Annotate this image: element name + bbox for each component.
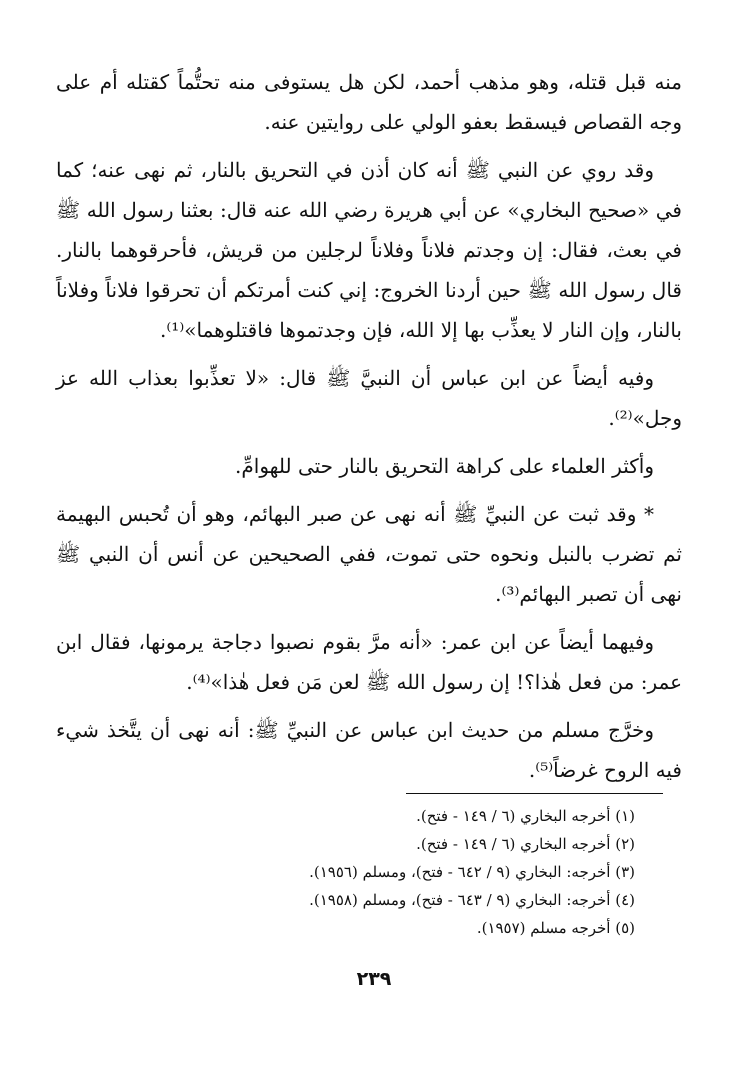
- footnote-4: (٤) أخرجه: البخاري (٩ / ٦٤٣ - فتح)، ومسلم (١٩٥٨).: [309, 891, 635, 909]
- footnote-1: (١) أخرجه البخاري (٦ / ١٤٩ - فتح).: [416, 807, 635, 825]
- page-number: ٢٣٩: [356, 968, 392, 990]
- paragraph-continuation: منه قبل قتله، وهو مذهب أحمد، لكن هل يستوفى منه تحتُّماً كقتله أم على وجه القصاص فيسقط بعفو الولي على روايتين عنه.: [56, 70, 682, 134]
- footnotes: [115, 802, 635, 942]
- paragraph-animal-confinement: * وقد ثبت عن النبيِّ ﷺ أنه نهى عن صبر البهائم، وهو أن تُحبس البهيمة ثم تضرب بالنبل ونحوه حتى تموت، ففي الصحيحين عن أنس أن النبي ﷺ نهى أن تصبر البهائم⁽³⁾.: [56, 502, 682, 606]
- footnote-3: (٣) أخرجه: البخاري (٩ / ٦٤٢ - فتح)، ومسلم (١٩٥٦).: [309, 863, 635, 881]
- paragraph-ibn-umar: وفيهما أيضاً عن ابن عمر: «أنه مرَّ بقوم نصبوا دجاجة يرمونها، فقال ابن عمر: من فعل هٰذا؟! إن رسول الله ﷺ لعن مَن فعل هٰذا»⁽⁴⁾.: [56, 630, 682, 694]
- footnote-divider: [406, 793, 663, 794]
- main-text: [56, 62, 682, 790]
- paragraph-muslim-hadith: وخرَّج مسلم من حديث ابن عباس عن النبيِّ ﷺ: أنه نهى أن يتَّخذ شيء فيه الروح غرضاً⁽⁵⁾.: [56, 718, 682, 782]
- footnote-5: (٥) أخرجه مسلم (١٩٥٧).: [476, 919, 635, 937]
- paragraph-scholars: وأكثر العلماء على كراهة التحريق بالنار حتى للهوامِّ.: [235, 454, 654, 478]
- paragraph-burning-hadith: وقد روي عن النبي ﷺ أنه كان أذن في التحريق بالنار، ثم نهى عنه؛ كما في «صحيح البخاري» عن أبي هريرة رضي الله عنه قال: بعثنا رسول الله ﷺ في بعث، فقال: إن وجدتم فلاناً وفلاناً لرجلين من قريش، فأحرقوهما بالنار. قال رسول الله ﷺ حين أردنا الخروج: إني كنت أمرتكم أن تحرقوا فلاناً وفلاناً بالنار، وإن النار لا يعذِّب بها إلا الله، فإن وجدتموها فاقتلوهما»⁽¹⁾.: [56, 158, 682, 342]
- paragraph-ibn-abbas: وفيه أيضاً عن ابن عباس أن النبيَّ ﷺ قال: «لا تعذِّبوا بعذاب الله عز وجل»⁽²⁾.: [56, 366, 682, 430]
- footnote-2: (٢) أخرجه البخاري (٦ / ١٤٩ - فتح).: [416, 835, 635, 853]
